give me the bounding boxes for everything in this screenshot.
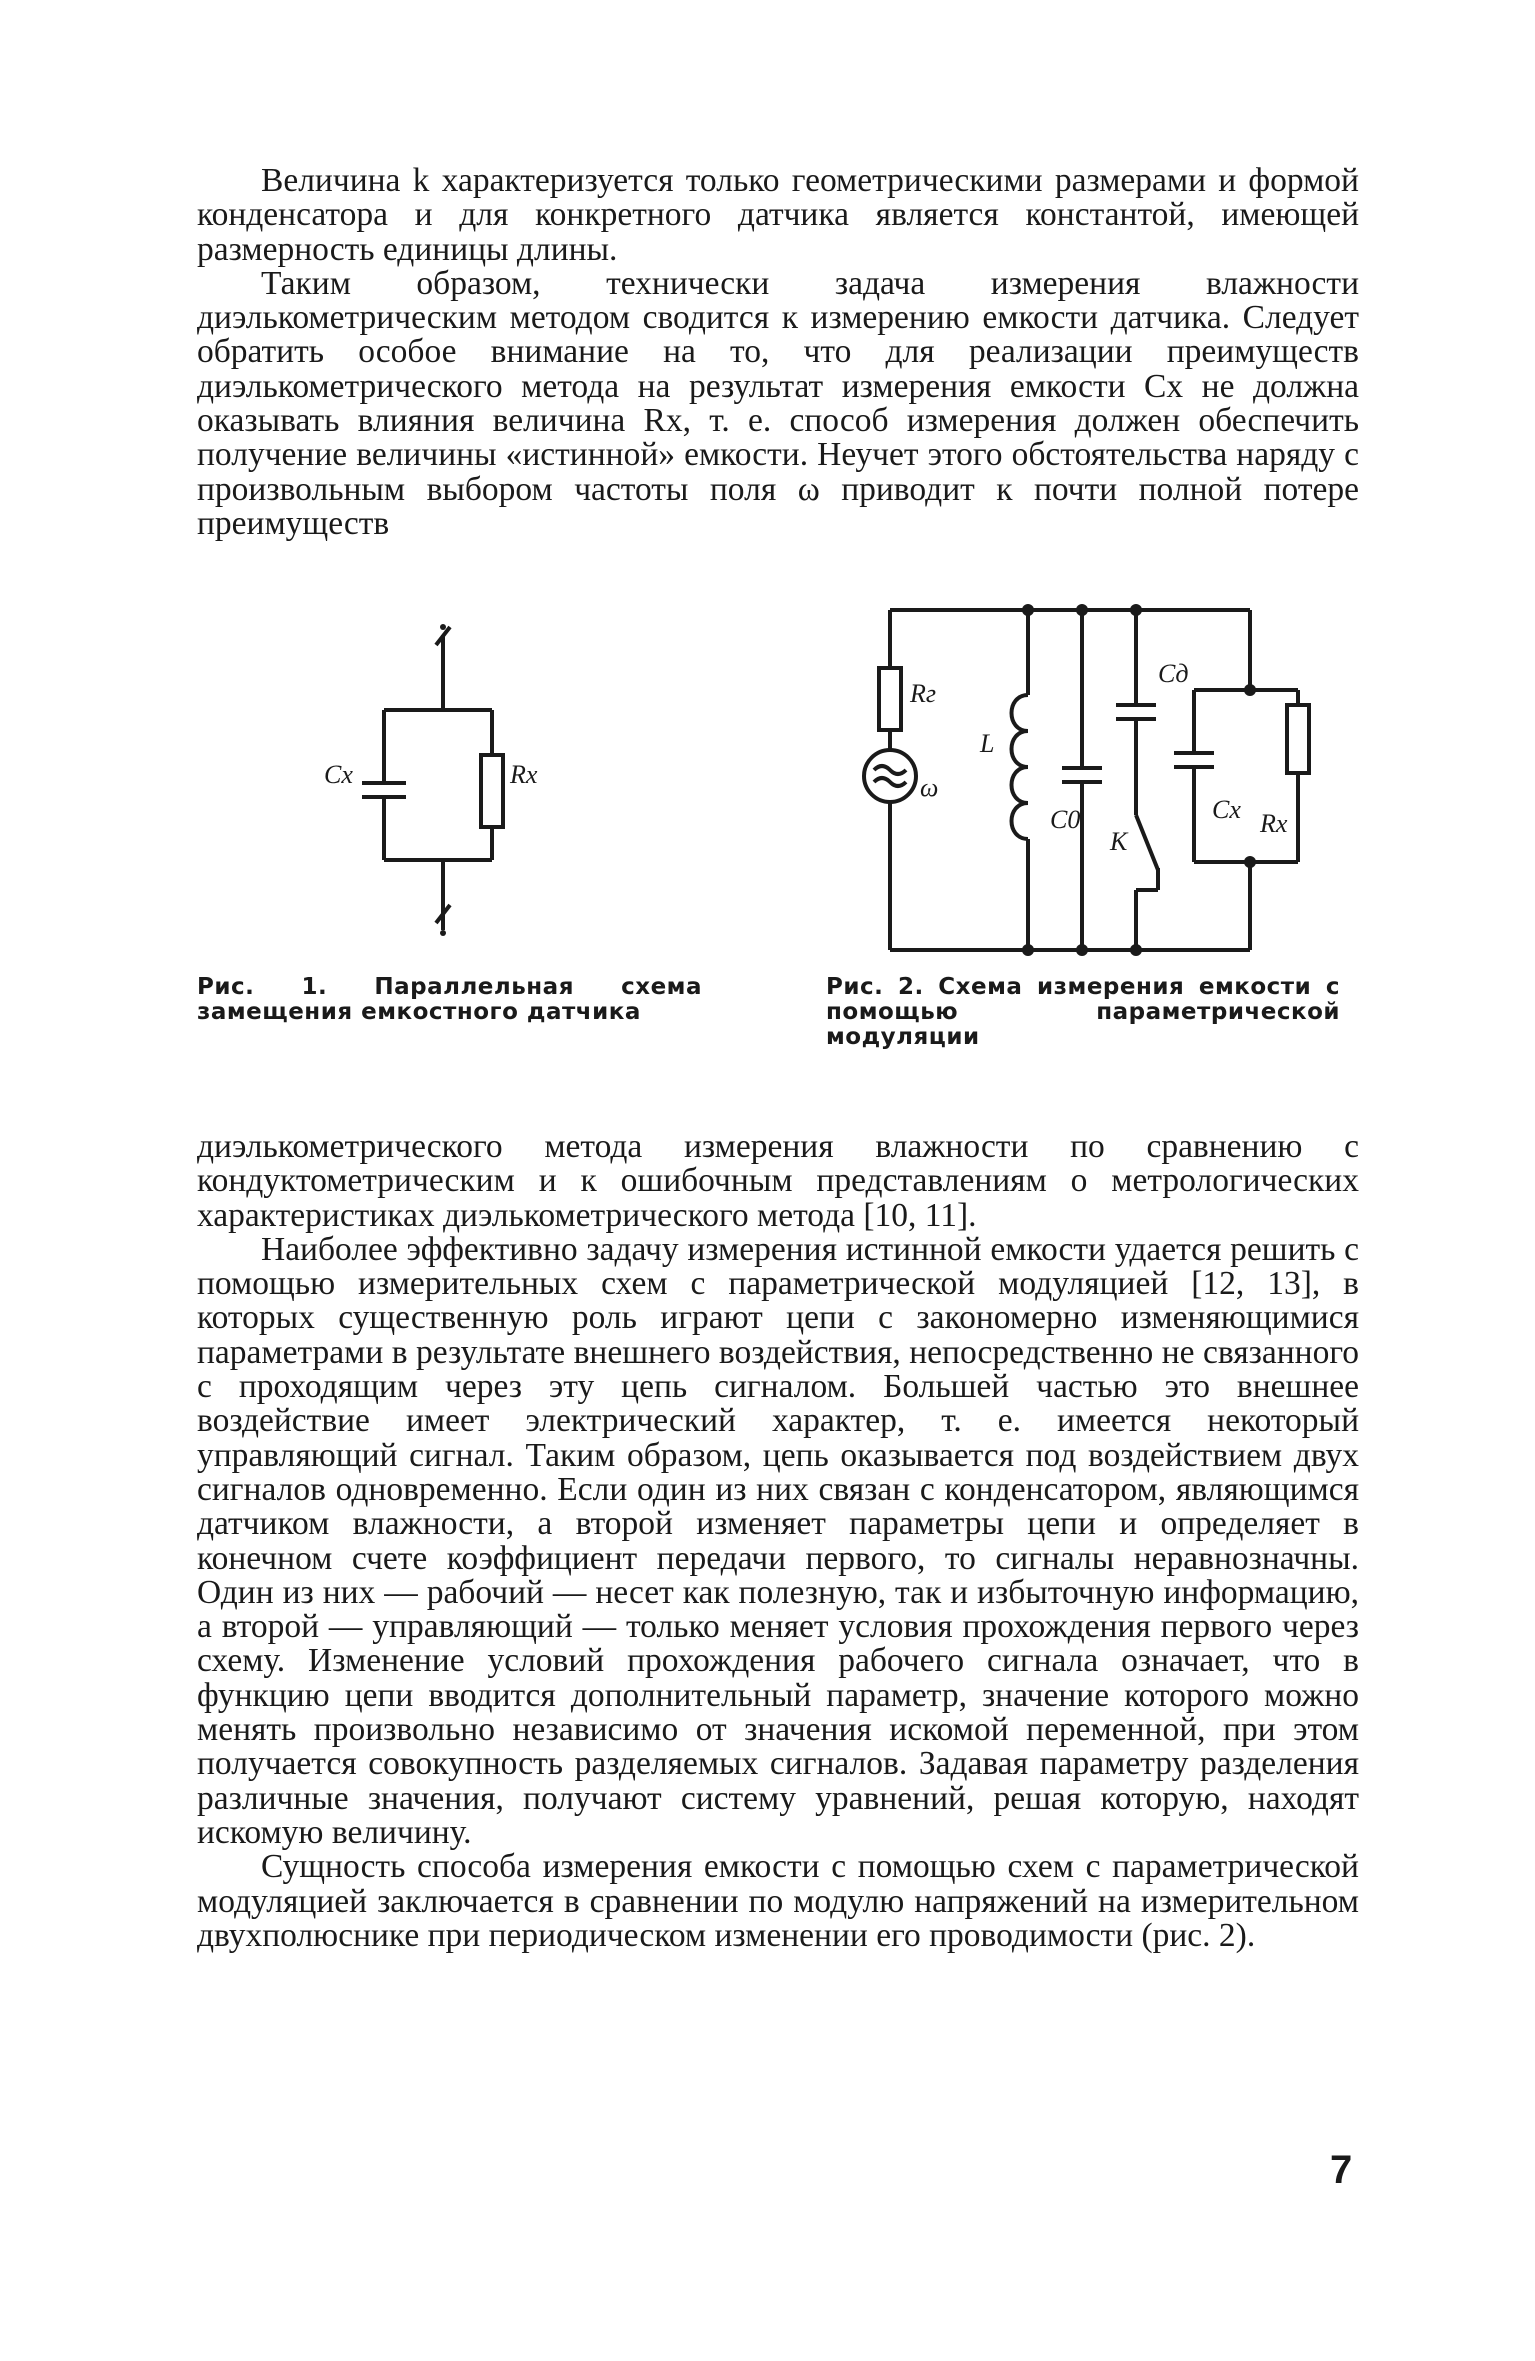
paragraph-1: Величина k характеризуется только геометрическими размерами и формой конденсатора и для конкретного датчика является константой, имеющей размерность единицы длины. [197, 162, 1359, 268]
text-block-top [197, 164, 1359, 541]
figure-1-caption: Рис. 1. Параллельная схема замещения емкостного датчика [197, 974, 702, 1025]
paragraph-3: диэлькометрического метода измерения влажности по сравнению с кондуктометрическим и к ошибочным представлениям о метрологических характеристиках диэлькометрического метода [10, 11]. [197, 1128, 1359, 1234]
label-l: L [980, 729, 995, 758]
label-k: К [1110, 827, 1128, 856]
terminal-bottom [440, 930, 446, 936]
label-rx: Rx [1260, 809, 1288, 838]
node-top-3 [1130, 604, 1142, 616]
node-bottom-4 [1244, 856, 1256, 868]
label-cx: Cx [324, 760, 353, 789]
text-block-bottom [197, 1130, 1359, 1953]
node-top-2 [1076, 604, 1088, 616]
figure-2-circuit [840, 600, 1340, 965]
label-cx: Cx [1212, 795, 1241, 824]
node-bottom-3 [1130, 944, 1142, 956]
paragraph-4: Наиболее эффективно задачу измерения истинной емкости удается решить с помощью измерительных схем с параметрической модуляцией [12, 13], в которых существенную роль играют цепи с закономерно изменяющимися параметрами в результате внешнего воздействия, непосредственно не связанного с проходящим через эту цепь сигналом. Большей частью это внешнее воздействие имеет электрический характер, т. е. имеется некоторый управляющий сигнал. Таким образом, цепь оказывается под воздействием двух сигналов одновременно. Если один из них связан с конденсатором, являющимся датчиком влажности, а второй изменяет параметры цепи и определяет в конечном счете коэффициент передачи первого, то сигналы неравнозначны. Один из них — рабочий — несет как полезную, так и избыточную информацию, а второй — управляющий — только меняет условия прохождения первого через схему. Изменение условий прохождения рабочего сигнала означает, что в функцию цепи вводится дополнительный параметр, значение которого можно менять произвольно независимо от значения искомой переменной, при этом получается совокупность разделяемых сигналов. Задавая параметру разделения различные значения, получают систему уравнений, решая которую, находят искомую величину. [197, 1230, 1359, 1851]
node-bottom-1 [1022, 944, 1034, 956]
paragraph-5: Сущность способа измерения емкости с помощью схем с параметрической модуляцией заключается в сравнении по модулю напряжений на измерительном двухполюснике при периодическом изменении его проводимости (рис. 2). [197, 1848, 1359, 1954]
label-omega: ω [920, 773, 939, 802]
node-top-4 [1244, 684, 1256, 696]
label-cd: Cд [1158, 659, 1189, 688]
label-rx: Rx [510, 760, 538, 789]
label-rg: Rг [910, 679, 937, 708]
label-c0: C0 [1050, 805, 1081, 834]
node-top-1 [1022, 604, 1034, 616]
figure-1-circuit [300, 615, 560, 960]
paragraph-2: Таким образом, технически задача измерения влажности диэлькометрическим методом сводится к измерению емкости датчика. Следует обратить особое внимание на то, что для реализации преимуществ диэлькометрического метода на результат измерения емкости Cx не должна оказывать влияния величина Rx, т. е. способ измерения должен обеспечить получение величины «истинной» емкости. Неучет этого обстоятельства наряду с произвольным выбором частоты поля ω приводит к почти полной потере преимуществ [197, 264, 1359, 542]
terminal-top [440, 624, 446, 630]
page-number: 7 [1330, 2148, 1353, 2192]
figure-2-caption: Рис. 2. Схема измерения емкости с помощью параметрической модуляции [826, 974, 1340, 1050]
node-bottom-2 [1076, 944, 1088, 956]
